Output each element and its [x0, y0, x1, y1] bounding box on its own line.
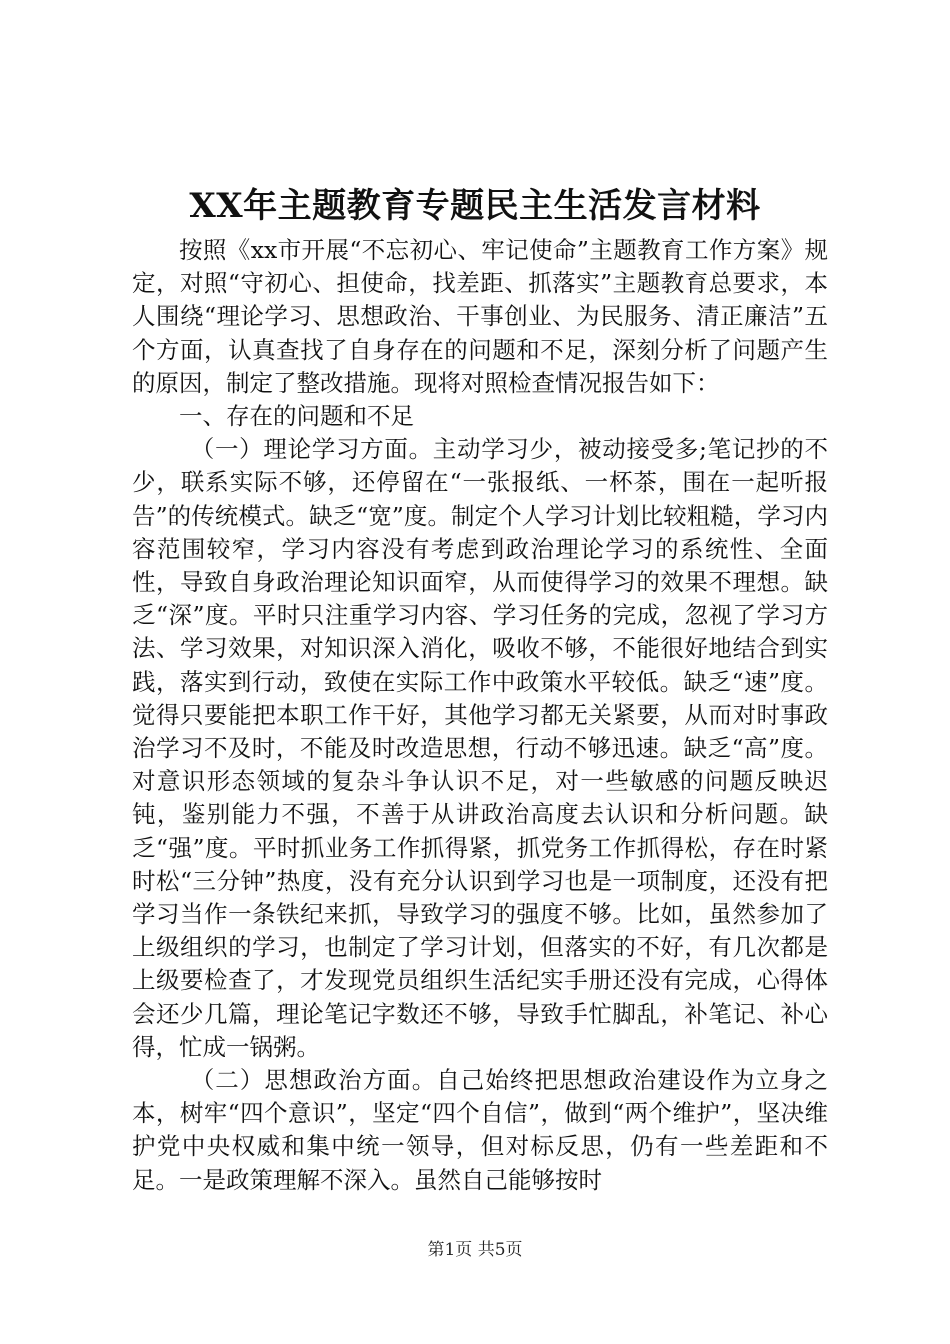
page-number: 第1页 共5页: [427, 1240, 523, 1260]
document-body: [132, 234, 828, 1197]
theory-study-paragraph: （一）理论学习方面。主动学习少，被动接受多;笔记抄的不少，联系实际不够，还停留在“一张报纸、一杯茶，围在一起听报告”的传统模式。缺乏“宽”度。制定个人学习计划比较粗糙，学习内容范围较窄，学习内容没有考虑到政治理论学习的系统性、全面性，导致自身政治理论知识面窄，从而使得学习的效果不理想。缺乏“深”度。平时只注重学习内容、学习任务的完成，忽视了学习方法、学习效果，对知识深入消化，吸收不够，不能很好地结合到实践，落实到行动，致使在实际工作中政策水平较低。缺乏“速”度。觉得只要能把本职工作干好，其他学习都无关紧要，从而对时事政治学习不及时，不能及时改造思想，行动不够迅速。缺乏“高”度。对意识形态领域的复杂斗争认识不足，对一些敏感的问题反映迟钝，鉴别能力不强，不善于从讲政治高度去认识和分析问题。缺乏“强”度。平时抓业务工作抓得紧，抓党务工作抓得松，存在时紧时松“三分钟”热度，没有充分认识到学习也是一项制度，还没有把学习当作一条铁纪来抓，导致学习的强度不够。比如，虽然参加了上级组织的学习，也制定了学习计划，但落实的不好，有几次都是上级要检查了，才发现党员组织生活纪实手册还没有完成，心得体会还少几篇，理论笔记字数还不够，导致手忙脚乱，补笔记、补心得，忙成一锅粥。: [132, 435, 828, 1061]
section-heading: 一、存在的问题和不足: [179, 402, 414, 431]
intro-paragraph: 按照《xx市开展“不忘初心、牢记使命”主题教育工作方案》规定，对照“守初心、担使命，找差距、抓落实”主题教育总要求，本人围绕“理论学习、思想政治、干事创业、为民服务、清正廉洁”五个方面，认真查找了自身存在的问题和不足，深刻分析了问题产生的原因，制定了整改措施。现将对照检查情况报告如下：: [132, 236, 828, 397]
ideology-politics-paragraph: （二）思想政治方面。自己始终把思想政治建设作为立身之本，树牢“四个意识”，坚定“四个自信”，做到“两个维护”，坚决维护党中央权威和集中统一领导，但对标反思，仍有一些差距和不足。一是政策理解不深入。虽然自己能够按时: [132, 1066, 828, 1194]
document-title: XX年主题教育专题民主生活发言材料: [189, 186, 761, 226]
